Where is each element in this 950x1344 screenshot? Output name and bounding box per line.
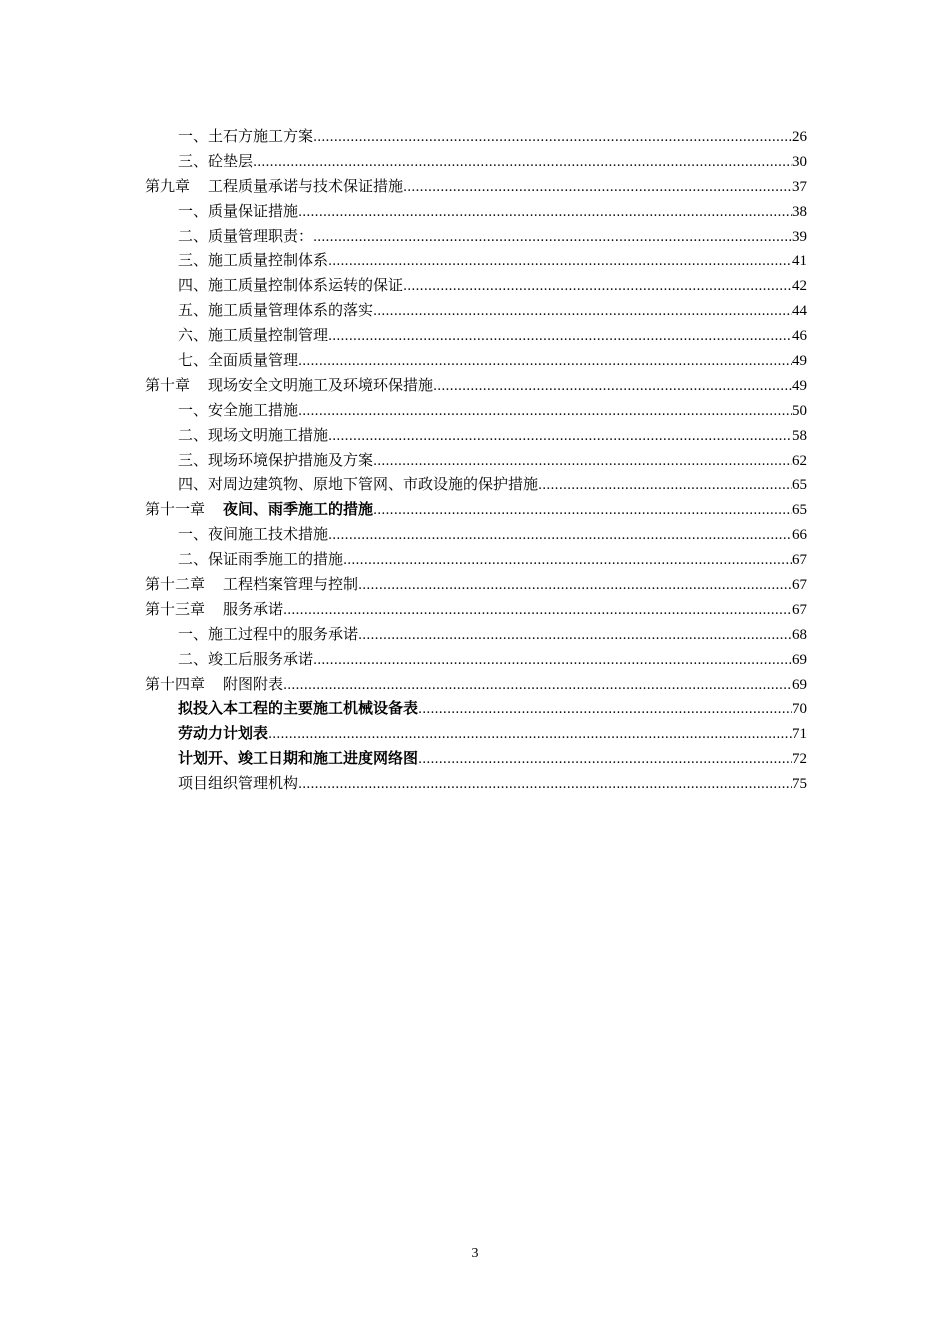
toc-dot-leader (403, 176, 792, 201)
toc-entry[interactable] (145, 448, 807, 473)
toc-entry-page: 71 (792, 726, 807, 743)
toc-dot-leader (358, 574, 792, 599)
toc-entry-page: 66 (792, 527, 807, 544)
toc-entry-text: 施工质量管理体系的落实 (208, 301, 374, 320)
toc-entry-number: 一、 (178, 624, 209, 643)
toc-dot-leader (313, 226, 792, 251)
toc-entry[interactable] (145, 124, 807, 149)
toc-entry-page: 69 (792, 651, 807, 668)
toc-entry[interactable] (145, 572, 807, 597)
toc-entry-number: 第九章 (145, 176, 191, 195)
toc-entry-title (178, 423, 328, 448)
toc-entry-page: 49 (792, 353, 807, 370)
toc-entry-number: 一、 (178, 201, 209, 220)
toc-entry-page: 58 (792, 427, 807, 444)
toc-entry[interactable] (145, 423, 807, 448)
toc-entry-title (178, 696, 418, 721)
toc-entry-number: 七、 (178, 351, 209, 370)
toc-entry-number: 四、 (178, 276, 209, 295)
toc-entry-title (178, 448, 373, 473)
toc-entry[interactable] (145, 721, 807, 746)
toc-entry[interactable] (145, 522, 807, 547)
toc-entry[interactable] (145, 323, 807, 348)
toc-entry-page: 65 (792, 477, 807, 494)
toc-entry-text: 项目组织管理机构 (178, 774, 299, 793)
toc-entry-page: 30 (792, 153, 807, 170)
toc-entry[interactable] (145, 174, 807, 199)
toc-entry-number: 一、 (178, 400, 209, 419)
toc-entry-text: 施工质量控制体系运转的保证 (208, 276, 404, 295)
toc-entry-title (178, 298, 373, 323)
toc-entry-page: 49 (792, 377, 807, 394)
toc-entry-title (178, 348, 298, 373)
toc-entry[interactable] (145, 199, 807, 224)
toc-entry-title (178, 472, 538, 497)
table-of-contents (145, 124, 807, 796)
toc-entry-number: 一、 (178, 127, 209, 145)
toc-dot-leader (253, 151, 792, 176)
toc-entry-title (178, 522, 328, 547)
toc-dot-leader (328, 325, 792, 350)
toc-entry[interactable] (145, 348, 807, 373)
toc-dot-leader (343, 549, 792, 574)
toc-dot-leader (313, 126, 792, 151)
toc-entry-title (178, 547, 343, 572)
toc-entry-text: 对周边建筑物、原地下管网、市政设施的保护措施 (208, 475, 539, 494)
toc-dot-leader (433, 375, 792, 400)
toc-entry-page: 39 (792, 228, 807, 245)
toc-dot-leader (373, 499, 792, 524)
toc-entry-title (178, 199, 298, 224)
toc-entry-title (178, 149, 253, 174)
toc-entry-text: 夜间施工技术措施 (208, 525, 329, 544)
toc-entry-number: 二、 (178, 550, 209, 569)
toc-entry-text: 计划开、竣工日期和施工进度网络图 (178, 749, 419, 768)
toc-entry-text: 全面质量管理 (208, 351, 299, 370)
toc-entry-text: 施工过程中的服务承诺 (208, 624, 359, 643)
toc-entry-text: 劳动力计划表 (178, 724, 269, 743)
toc-entry[interactable] (145, 248, 807, 273)
toc-dot-leader (298, 350, 792, 375)
toc-dot-leader (298, 400, 792, 425)
toc-dot-leader (283, 599, 792, 624)
toc-dot-leader (373, 450, 792, 475)
toc-entry-page: 42 (792, 278, 807, 295)
toc-entry-title (178, 248, 328, 273)
toc-dot-leader (283, 674, 792, 699)
toc-entry-page: 46 (792, 328, 807, 345)
toc-entry-text: 施工质量控制管理 (208, 326, 329, 345)
toc-entry-page: 75 (792, 776, 807, 793)
toc-entry-title (145, 497, 373, 522)
toc-entry-number: 五、 (178, 301, 209, 320)
toc-entry-title (178, 323, 328, 348)
toc-entry[interactable] (145, 622, 807, 647)
toc-entry[interactable] (145, 672, 807, 697)
toc-entry[interactable] (145, 771, 807, 796)
toc-entry-page: 50 (792, 402, 807, 419)
toc-entry-title (178, 746, 418, 771)
toc-entry-number: 第十三章 (145, 599, 206, 618)
toc-entry-page: 38 (792, 203, 807, 220)
toc-entry-page: 62 (792, 452, 807, 469)
toc-entry-title (145, 174, 403, 199)
toc-entry-title (178, 647, 313, 672)
toc-entry[interactable] (145, 224, 807, 249)
toc-entry-text: 质量保证措施 (208, 201, 299, 220)
toc-entry-text: 现场环境保护措施及方案 (208, 450, 374, 469)
toc-entry-page: 65 (792, 502, 807, 519)
toc-dot-leader (268, 723, 792, 748)
toc-dot-leader (298, 201, 792, 226)
toc-entry-title (178, 224, 313, 249)
toc-entry-text: 现场安全文明施工及环境环保措施 (208, 375, 434, 394)
toc-dot-leader (418, 748, 792, 773)
toc-entry-page: 67 (792, 601, 807, 618)
toc-entry-page: 72 (792, 751, 807, 768)
toc-entry-number: 一、 (178, 525, 209, 544)
toc-entry-title (145, 597, 283, 622)
toc-entry-page: 69 (792, 676, 807, 693)
toc-entry-number: 第十章 (145, 375, 191, 394)
toc-entry-page: 68 (792, 626, 807, 643)
toc-entry-text: 服务承诺 (223, 599, 284, 618)
toc-entry-text: 保证雨季施工的措施 (208, 550, 344, 569)
toc-dot-leader (358, 624, 792, 649)
toc-entry-number: 二、 (178, 649, 209, 668)
toc-entry[interactable] (145, 373, 807, 398)
toc-entry-text: 施工质量控制体系 (208, 251, 329, 270)
toc-entry-number: 三、 (178, 151, 209, 170)
toc-entry-text: 安全施工措施 (208, 400, 299, 419)
toc-entry-text: 工程质量承诺与技术保证措施 (208, 176, 404, 195)
toc-entry-title (145, 373, 433, 398)
toc-entry-page: 26 (792, 129, 807, 145)
toc-entry[interactable] (145, 472, 807, 497)
toc-dot-leader (373, 300, 792, 325)
toc-entry-title (178, 124, 313, 149)
toc-entry-text: 土石方施工方案 (208, 127, 314, 145)
toc-entry[interactable] (145, 398, 807, 423)
toc-entry-number: 四、 (178, 475, 209, 494)
toc-dot-leader (418, 698, 792, 723)
toc-entry-number: 三、 (178, 251, 209, 270)
toc-entry-title (178, 771, 298, 796)
toc-entry-page: 41 (792, 253, 807, 270)
toc-entry-number: 第十一章 (145, 500, 206, 519)
toc-entry[interactable] (145, 746, 807, 771)
toc-dot-leader (538, 474, 792, 499)
toc-entry-page: 67 (792, 552, 807, 569)
toc-entry[interactable] (145, 547, 807, 572)
toc-entry-text: 砼垫层 (208, 151, 254, 170)
toc-dot-leader (298, 773, 792, 798)
toc-entry-title (145, 672, 283, 697)
toc-entry-number: 第十二章 (145, 575, 206, 594)
toc-entry-page: 67 (792, 577, 807, 594)
toc-entry-title (178, 622, 358, 647)
toc-dot-leader (328, 524, 792, 549)
toc-entry-title (178, 398, 298, 423)
toc-dot-leader (328, 425, 792, 450)
toc-entry[interactable] (145, 597, 807, 622)
toc-entry-text: 工程档案管理与控制 (223, 575, 359, 594)
toc-entry-text: 竣工后服务承诺 (208, 649, 314, 668)
toc-dot-leader (403, 275, 792, 300)
toc-entry-text: 附图附表 (223, 674, 284, 693)
toc-entry-page: 70 (792, 701, 807, 718)
toc-entry-number: 二、 (178, 425, 209, 444)
toc-entry-text: 夜间、雨季施工的措施 (223, 500, 374, 519)
toc-entry-page: 44 (792, 303, 807, 320)
toc-dot-leader (313, 649, 792, 674)
toc-entry-text: 现场文明施工措施 (208, 425, 329, 444)
toc-entry-title (178, 721, 268, 746)
toc-entry[interactable] (145, 647, 807, 672)
toc-entry-number: 第十四章 (145, 674, 206, 693)
toc-entry[interactable] (145, 149, 807, 174)
toc-entry-number: 二、 (178, 226, 209, 245)
toc-entry-text: 质量管理职责： (208, 226, 314, 245)
page-number: 3 (471, 1246, 479, 1261)
toc-entry[interactable] (145, 273, 807, 298)
toc-entry-number: 六、 (178, 326, 209, 345)
toc-entry[interactable] (145, 298, 807, 323)
toc-entry[interactable] (145, 696, 807, 721)
toc-dot-leader (328, 250, 792, 275)
toc-entry-text: 拟投入本工程的主要施工机械设备表 (178, 699, 419, 718)
toc-entry-page: 37 (792, 178, 807, 195)
toc-entry-title (178, 273, 403, 298)
toc-entry-number: 三、 (178, 450, 209, 469)
toc-entry[interactable] (145, 497, 807, 522)
toc-entry-title (145, 572, 358, 597)
